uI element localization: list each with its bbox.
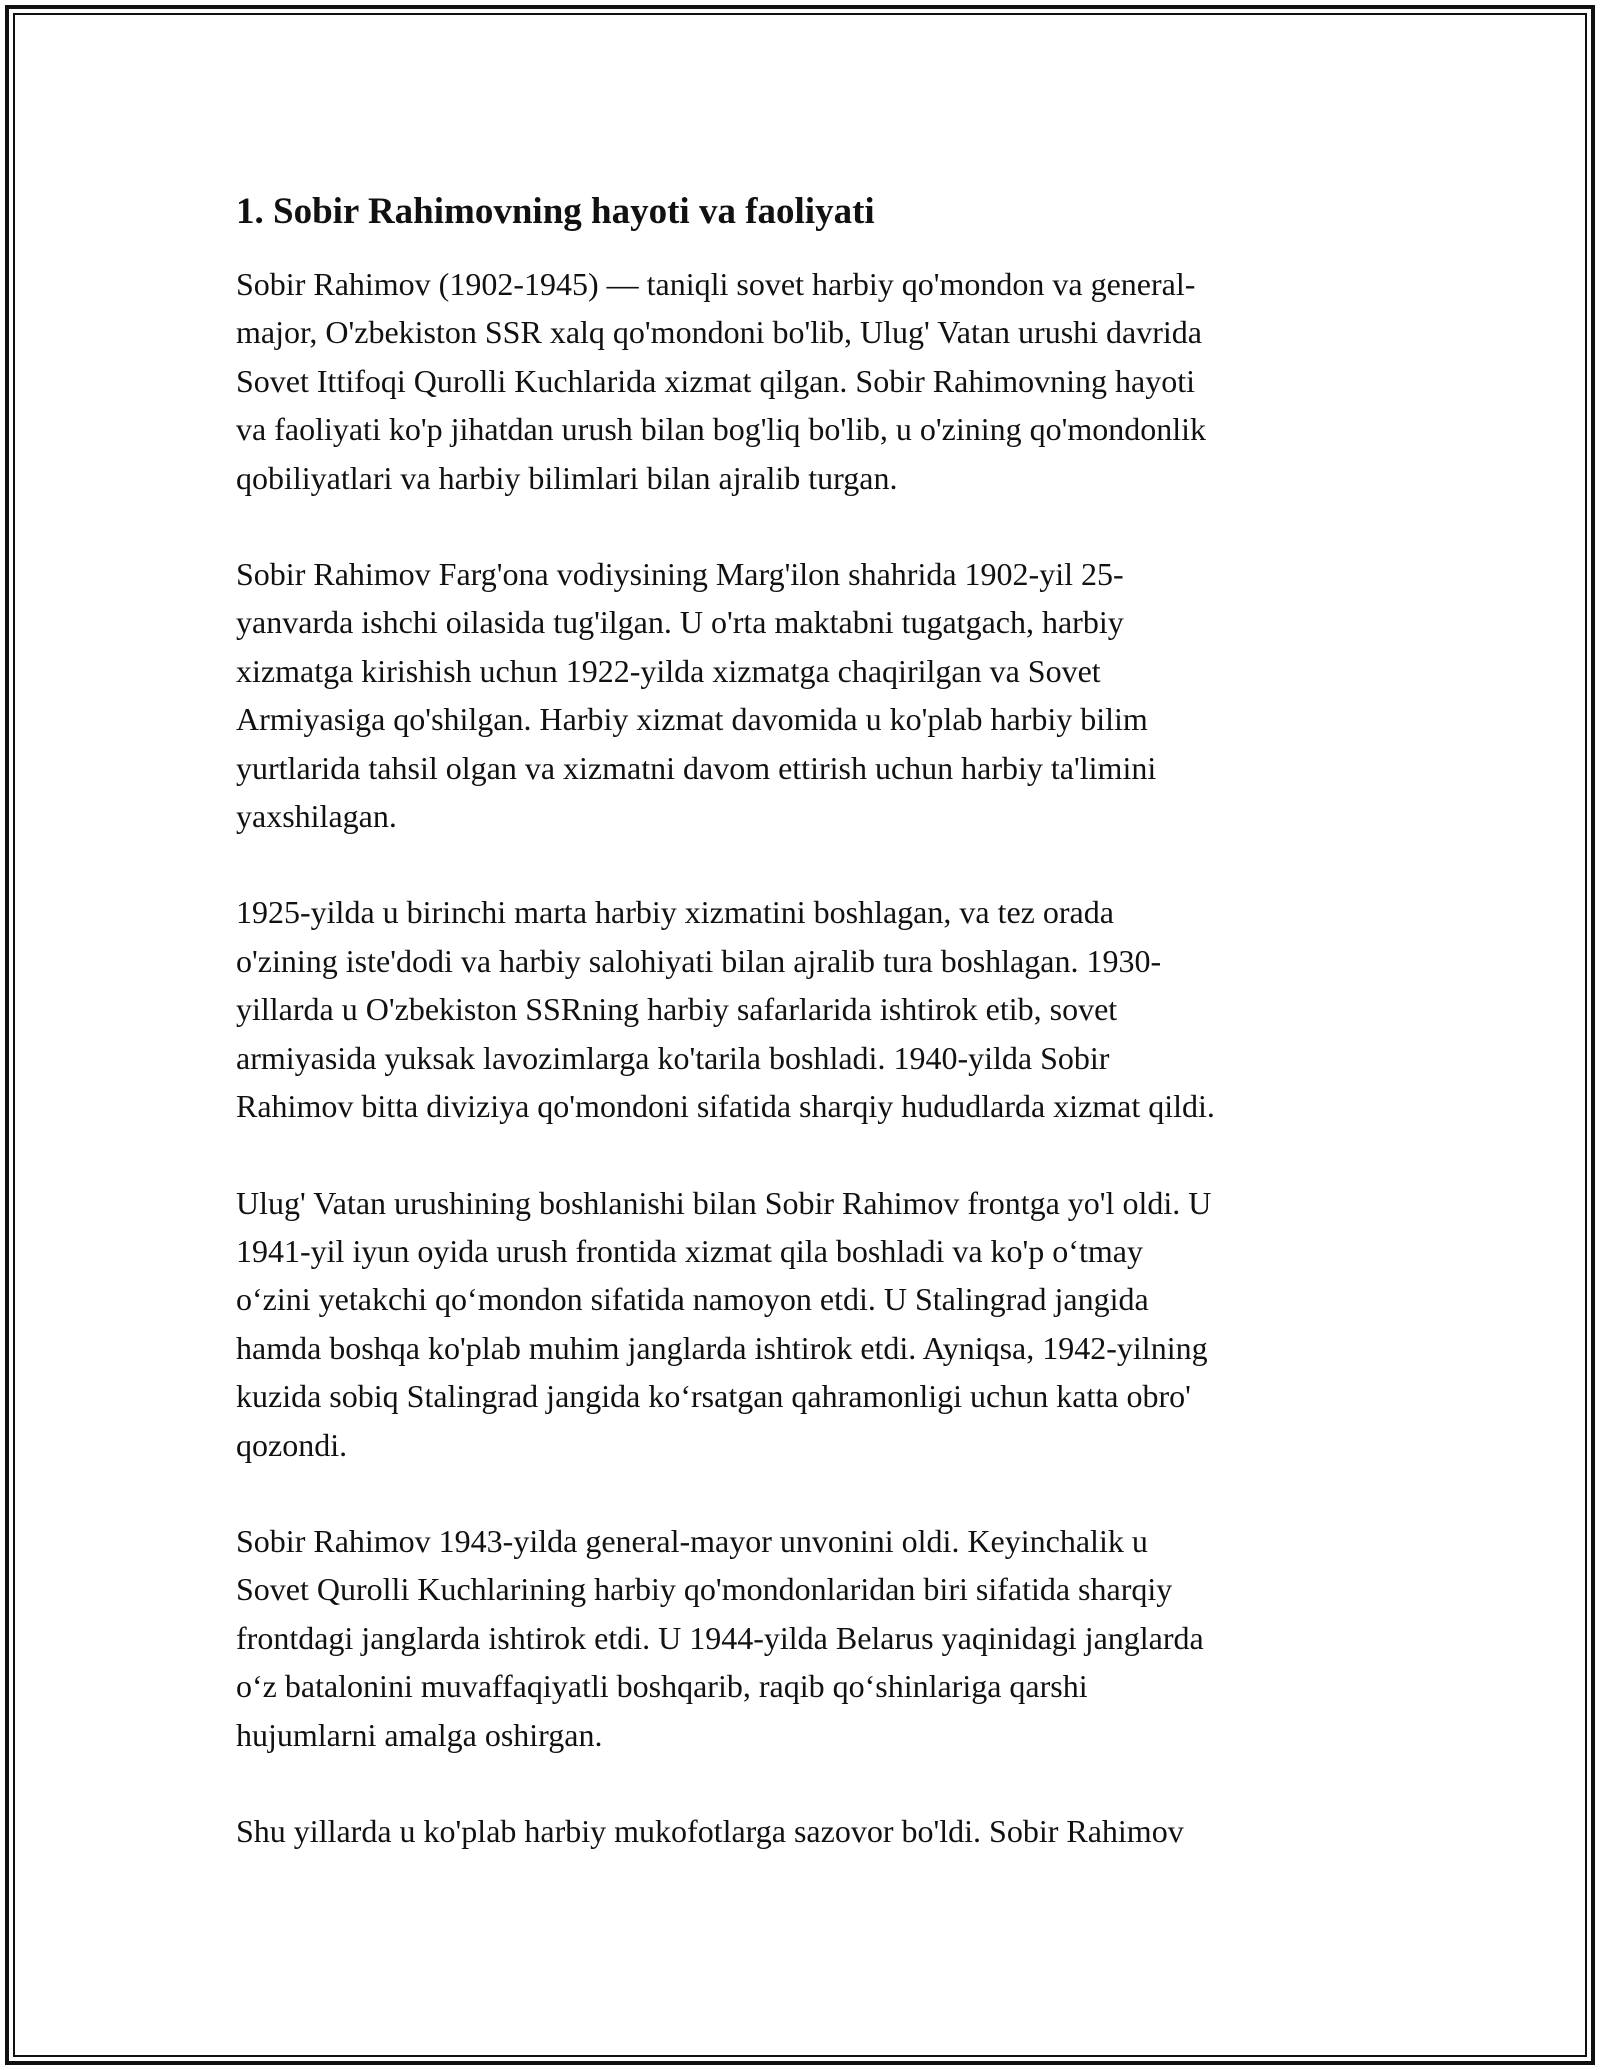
paragraph-5: Sobir Rahimov 1943-yilda general-mayor unvonini oldi. Keyinchalik u Sovet Qurolli Kuchlarining harbiy qo'mondonlaridan biri sifatida sharqiy frontdagi janglarda ishtirok etdi. U 1944-yilda Belarus yaqinidagi janglarda o‘z batalonini muvaffaqiyatli boshqarib, raqib qo‘shinlariga qarshi hujumlarni amalga oshirgan. [236, 1522, 1204, 1753]
paragraph-3: 1925-yilda u birinchi marta harbiy xizmatini boshlagan, va tez orada o'zining iste'dodi va harbiy salohiyati bilan ajralib tura boshlagan. 1930- yillarda u O'zbekiston SSRning harbiy safarlarida ishtirok etib, sovet armiyasida yuksak lavozimlarga ko'tarila boshladi. 1940-yilda Sobir Rahimov bitta diviziya qo'mondoni sifatida sharqiy hududlarda xizmat qildi. [236, 894, 1215, 1125]
paragraph-2: Sobir Rahimov Farg'ona vodiysining Marg'ilon shahrida 1902-yil 25- yanvarda ishchi oilasida tug'ilgan. U o'rta maktabni tugatgach, harbiy xizmatga kirishish uchun 1922-yilda xizmatga chaqirilgan va Sovet Armiyasiga qo'shilgan. Harbiy xizmat davomida u ko'plab harbiy bilim yurtlarida tahsil olgan va xizmatni davom ettirish uchun harbiy ta'limini yaxshilagan. [236, 556, 1157, 835]
paragraph-1: Sobir Rahimov (1902-1945) — taniqli sovet harbiy qo'mondon va general- major, O'zbekiston SSR xalq qo'mondoni bo'lib, Ulug' Vatan urushi davrida Sovet Ittifoqi Qurolli Kuchlarida xizmat qilgan. Sobir Rahimovning hayoti va faoliyati ko'p jihatdan urush bilan bog'liq bo'lib, u o'zining qo'mondonlik qobiliyatlari va harbiy bilimlari bilan ajralib turgan. [236, 266, 1207, 496]
paragraph-4: Ulug' Vatan urushining boshlanishi bilan Sobir Rahimov frontga yo'l oldi. U 1941-yil iyun oyida urush frontida xizmat qila boshladi va ko'p o‘tmay o‘zini yetakchi qo‘mondon sifatida namoyon etdi. U Stalingrad jangida hamda boshqa ko'plab muhim janglarda ishtirok etdi. Ayniqsa, 1942-yilning kuzida sobiq Stalingrad jangida ko‘rsatgan qahramonligi uchun katta obro' qozondi. [236, 1184, 1212, 1463]
section-heading: 1. Sobir Rahimovning hayoti va faoliyati [236, 191, 875, 232]
document-body [236, 186, 1364, 1903]
paragraph-6: Shu yillarda u ko'plab harbiy mukofotlarga sazovor bo'ldi. Sobir Rahimov [236, 1812, 1184, 1849]
